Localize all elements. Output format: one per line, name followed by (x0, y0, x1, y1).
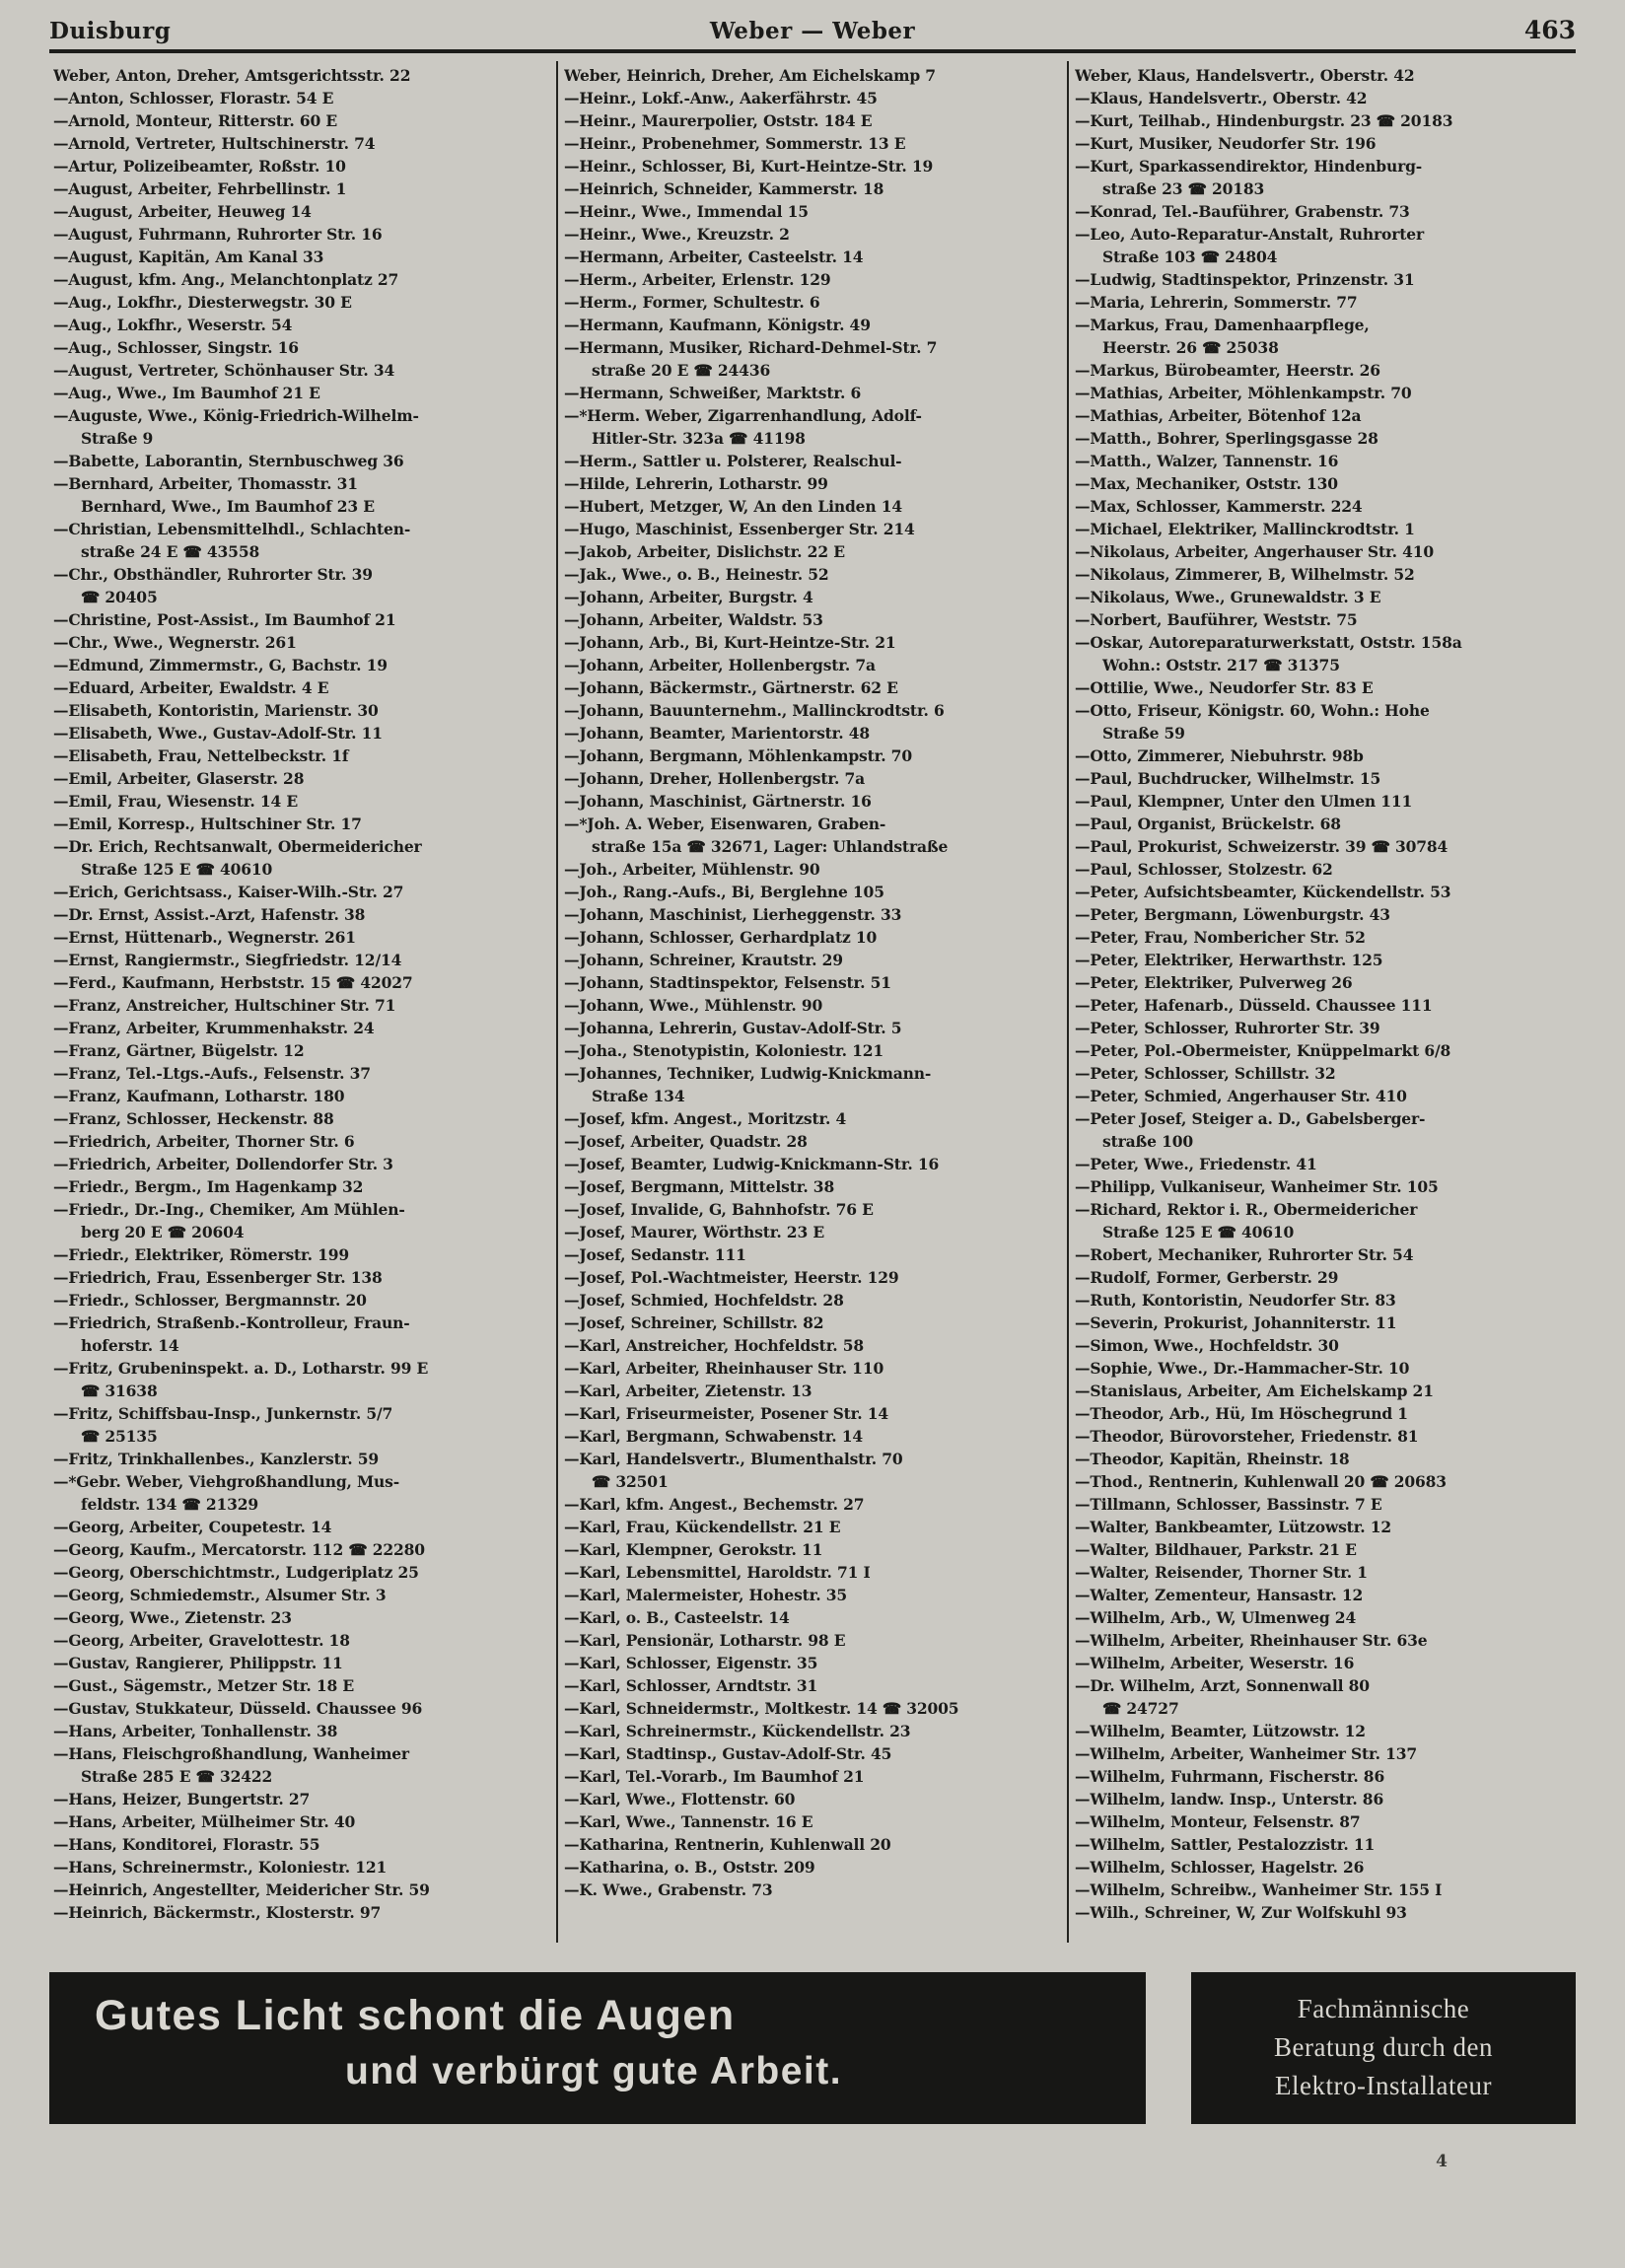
directory-entry: —Karl, Lebensmittel, Haroldstr. 71 I (564, 1563, 871, 1582)
directory-entry: —Wilhelm, Arbeiter, Wanheimer Str. 137 (1075, 1744, 1418, 1763)
directory-entry: —Emil, Frau, Wiesenstr. 14 E (53, 792, 299, 811)
directory-entry: —Otto, Zimmerer, Niebuhrstr. 98b (1075, 746, 1364, 765)
directory-entry: —Johann, Wwe., Mühlenstr. 90 (564, 996, 823, 1015)
directory-entry: —Georg, Arbeiter, Coupetestr. 14 (53, 1518, 332, 1536)
directory-entry: —Dr. Ernst, Assist.-Arzt, Hafenstr. 38 (53, 905, 366, 924)
directory-entry: —Heinr., Schlosser, Bi, Kurt-Heintze-Str. 19 (564, 157, 934, 176)
directory-entry: —Wilhelm, landw. Insp., Unterstr. 86 (1075, 1790, 1384, 1808)
directory-entry: Wohn.: Oststr. 217 ☎ 31375 (1102, 656, 1340, 674)
directory-entry: —Simon, Wwe., Hochfeldstr. 30 (1075, 1336, 1339, 1355)
directory-entry: —Franz, Arbeiter, Krummenhakstr. 24 (53, 1019, 375, 1037)
directory-entry: —Hermann, Arbeiter, Casteelstr. 14 (564, 248, 864, 266)
directory-entry: —Josef, kfm. Angest., Moritzstr. 4 (564, 1109, 847, 1128)
directory-entry: —Paul, Buchdrucker, Wilhelmstr. 15 (1075, 769, 1381, 788)
directory-entry: —Heinrich, Schneider, Kammerstr. 18 (564, 179, 884, 198)
directory-entry: —August, Vertreter, Schönhauser Str. 34 (53, 361, 395, 380)
directory-entry: —Johann, Stadtinspektor, Felsenstr. 51 (564, 973, 891, 992)
directory-entry: —Heinr., Probenehmer, Sommerstr. 13 E (564, 134, 906, 153)
directory-entry: —Babette, Laborantin, Sternbuschweg 36 (53, 452, 404, 470)
directory-entry: —Wilhelm, Arbeiter, Rheinhauser Str. 63e (1075, 1631, 1428, 1650)
directory-entry: Weber, Heinrich, Dreher, Am Eichelskamp 7 (564, 66, 936, 85)
directory-entry: —Ruth, Kontoristin, Neudorfer Str. 83 (1075, 1291, 1396, 1310)
directory-entry: —Hubert, Metzger, W, An den Linden 14 (564, 497, 903, 516)
directory-entry: —Elisabeth, Frau, Nettelbeckstr. 1f (53, 746, 349, 765)
directory-entry: —Herm., Arbeiter, Erlenstr. 129 (564, 270, 831, 289)
directory-entry: —Karl, Arbeiter, Zietenstr. 13 (564, 1382, 812, 1400)
directory-entry: —Peter, Hafenarb., Düsseld. Chaussee 111 (1075, 996, 1433, 1015)
directory-entry: Straße 125 E ☎ 40610 (1102, 1223, 1295, 1241)
directory-entry: —Dr. Wilhelm, Arzt, Sonnenwall 80 (1075, 1676, 1370, 1695)
column-1 (49, 61, 554, 1943)
directory-entry: —Emil, Korresp., Hultschiner Str. 17 (53, 815, 362, 833)
directory-entry: —Johann, Arbeiter, Burgstr. 4 (564, 588, 813, 606)
directory-entry: —Johann, Schlosser, Gerhardplatz 10 (564, 928, 878, 947)
directory-entry: —Johann, Bergmann, Möhlenkampstr. 70 (564, 746, 912, 765)
directory-entry: —Joh., Rang.-Aufs., Bi, Berglehne 105 (564, 883, 884, 901)
directory-entry: Heerstr. 26 ☎ 25038 (1102, 338, 1279, 357)
directory-entry: —Eduard, Arbeiter, Ewaldstr. 4 E (53, 678, 329, 697)
page-number: 463 (1523, 16, 1576, 44)
directory-entry: —Josef, Beamter, Ludwig-Knickmann-Str. 16 (564, 1155, 940, 1173)
directory-entry: —Karl, Handelsvertr., Blumenthalstr. 70 (564, 1450, 903, 1468)
directory-entry: —Heinr., Maurerpolier, Oststr. 184 E (564, 111, 873, 130)
directory-entry: —Peter, Schmied, Angerhauser Str. 410 (1075, 1087, 1407, 1105)
page-header (49, 16, 1576, 44)
directory-entry: —*Joh. A. Weber, Eisenwaren, Graben- (564, 815, 886, 833)
directory-entry: —Karl, Arbeiter, Rheinhauser Str. 110 (564, 1359, 884, 1378)
directory-entry: —Wilhelm, Beamter, Lützowstr. 12 (1075, 1722, 1366, 1740)
directory-entry: —Paul, Klempner, Unter den Ulmen 111 (1075, 792, 1413, 811)
directory-entry: —Tillmann, Schlosser, Bassinstr. 7 E (1075, 1495, 1382, 1514)
directory-entry: —Friedrich, Arbeiter, Dollendorfer Str. 3 (53, 1155, 393, 1173)
directory-entry: —Christian, Lebensmittelhdl., Schlachten- (53, 520, 411, 538)
directory-entry: —Max, Schlosser, Kammerstr. 224 (1075, 497, 1363, 516)
directory-entry: —Georg, Wwe., Zietenstr. 23 (53, 1608, 292, 1627)
directory-entry: —Christine, Post-Assist., Im Baumhof 21 (53, 610, 396, 629)
directory-entry: —Ottilie, Wwe., Neudorfer Str. 83 E (1075, 678, 1374, 697)
directory-entry: —Mathias, Arbeiter, Bötenhof 12a (1075, 406, 1362, 425)
directory-entry: —Franz, Schlosser, Heckenstr. 88 (53, 1109, 334, 1128)
directory-entry: —Severin, Prokurist, Johanniterstr. 11 (1075, 1313, 1397, 1332)
directory-entry: —Johann, Bäckermstr., Gärtnerstr. 62 E (564, 678, 898, 697)
directory-entry: —Peter, Aufsichtsbeamter, Kückendellstr. 53 (1075, 883, 1451, 901)
directory-entry: —Markus, Frau, Damenhaarpflege, (1075, 316, 1370, 334)
directory-entry: —Josef, Pol.-Wachtmeister, Heerstr. 129 (564, 1268, 899, 1287)
directory-entry: —Hans, Arbeiter, Mülheimer Str. 40 (53, 1812, 356, 1831)
directory-entry: —Heinrich, Bäckermstr., Klosterstr. 97 (53, 1903, 382, 1922)
directory-entry: —Hermann, Musiker, Richard-Dehmel-Str. 7 (564, 338, 938, 357)
directory-entry: —Emil, Arbeiter, Glaserstr. 28 (53, 769, 305, 788)
directory-entry: ☎ 25135 (81, 1427, 158, 1446)
directory-entry: Bernhard, Wwe., Im Baumhof 23 E (81, 497, 375, 516)
directory-entry: —Aug., Lokfhr., Weserstr. 54 (53, 316, 293, 334)
directory-entry: —Franz, Kaufmann, Lotharstr. 180 (53, 1087, 345, 1105)
directory-entry: —Paul, Organist, Brückelstr. 68 (1075, 815, 1341, 833)
directory-entry: Straße 125 E ☎ 40610 (81, 860, 273, 879)
directory-entry: —Aug., Wwe., Im Baumhof 21 E (53, 384, 320, 402)
directory-entry: —Johann, Bauunternehm., Mallinckrodtstr. 6 (564, 701, 945, 720)
ad-headline: Gutes Licht schont die Augen (95, 1992, 736, 2039)
directory-entry: —Karl, Bergmann, Schwabenstr. 14 (564, 1427, 864, 1446)
directory-entry: —Auguste, Wwe., König-Friedrich-Wilhelm- (53, 406, 419, 425)
directory-entry: —Johann, Arb., Bi, Kurt-Heintze-Str. 21 (564, 633, 896, 652)
directory-entry: —Josef, Arbeiter, Quadstr. 28 (564, 1132, 808, 1151)
directory-entry: —Johann, Beamter, Marientorstr. 48 (564, 724, 871, 743)
directory-entry: —Josef, Sedanstr. 111 (564, 1245, 746, 1264)
directory-entry: —Peter Josef, Steiger a. D., Gabelsberger- (1075, 1109, 1426, 1128)
directory-entry: —Johann, Maschinist, Lierheggenstr. 33 (564, 905, 902, 924)
column-divider-2 (1067, 61, 1069, 1943)
directory-entry: —Artur, Polizeibeamter, Roßstr. 10 (53, 157, 346, 176)
directory-entry: straße 24 E ☎ 43558 (81, 542, 260, 561)
directory-entry: —Kurt, Sparkassendirektor, Hindenburg- (1075, 157, 1423, 176)
directory-entry: —Mathias, Arbeiter, Möhlenkampstr. 70 (1075, 384, 1412, 402)
directory-entry: —Franz, Gärtner, Bügelstr. 12 (53, 1041, 305, 1060)
directory-entry: —Hans, Fleischgroßhandlung, Wanheimer (53, 1744, 409, 1763)
directory-entry: —Franz, Anstreicher, Hultschiner Str. 71 (53, 996, 396, 1015)
directory-entry: —Fritz, Schiffsbau-Insp., Junkernstr. 5/7 (53, 1404, 393, 1423)
directory-entry: —Johann, Arbeiter, Hollenbergstr. 7a (564, 656, 876, 674)
directory-entry: —Klaus, Handelsvertr., Oberstr. 42 (1075, 89, 1368, 107)
directory-entry: Weber, Klaus, Handelsvertr., Oberstr. 42 (1075, 66, 1415, 85)
directory-entry: —*Herm. Weber, Zigarrenhandlung, Adolf- (564, 406, 922, 425)
directory-entry: —Walter, Zementeur, Hansastr. 12 (1075, 1586, 1364, 1604)
directory-entry: —Elisabeth, Kontoristin, Marienstr. 30 (53, 701, 379, 720)
directory-entry: —Theodor, Arb., Hü, Im Höschegrund 1 (1075, 1404, 1408, 1423)
directory-entry: —Peter, Bergmann, Löwenburgstr. 43 (1075, 905, 1390, 924)
directory-entry: —Ludwig, Stadtinspektor, Prinzenstr. 31 (1075, 270, 1415, 289)
directory-entry: —Hans, Heizer, Bungertstr. 27 (53, 1790, 311, 1808)
directory-entry: —Otto, Friseur, Königstr. 60, Wohn.: Hohe (1075, 701, 1430, 720)
directory-entry: —Ernst, Hüttenarb., Wegnerstr. 261 (53, 928, 356, 947)
directory-entry: —August, Kapitän, Am Kanal 33 (53, 248, 324, 266)
directory-entry: —Nikolaus, Zimmerer, B, Wilhelmstr. 52 (1075, 565, 1415, 584)
directory-entry: —Paul, Schlosser, Stolzestr. 62 (1075, 860, 1333, 879)
directory-entry: —Katharina, o. B., Oststr. 209 (564, 1858, 815, 1877)
directory-entry: —Friedr., Dr.-Ing., Chemiker, Am Mühlen- (53, 1200, 405, 1219)
directory-entry: —Heinr., Lokf.-Anw., Aakerfährstr. 45 (564, 89, 878, 107)
directory-entry: —Friedrich, Arbeiter, Thorner Str. 6 (53, 1132, 355, 1151)
header-name-range: Weber — Weber (709, 18, 916, 44)
directory-entry: —Markus, Bürobeamter, Heerstr. 26 (1075, 361, 1380, 380)
directory-entry: —Theodor, Kapitän, Rheinstr. 18 (1075, 1450, 1350, 1468)
directory-entry: —Josef, Bergmann, Mittelstr. 38 (564, 1177, 835, 1196)
directory-entry: —Chr., Obsthändler, Ruhrorter Str. 39 (53, 565, 373, 584)
directory-entry: —Karl, Frau, Kückendellstr. 21 E (564, 1518, 841, 1536)
directory-entry: —Karl, Malermeister, Hohestr. 35 (564, 1586, 848, 1604)
directory-entry: —Aug., Lokfhr., Diesterwegstr. 30 E (53, 293, 352, 312)
directory-entry: —Hermann, Schweißer, Marktstr. 6 (564, 384, 862, 402)
ad-side-line: Elektro-Installateur (1275, 2071, 1492, 2100)
directory-entry: Straße 59 (1102, 724, 1185, 743)
directory-entry: —Hilde, Lehrerin, Lotharstr. 99 (564, 474, 828, 493)
directory-entry: —Walter, Reisender, Thorner Str. 1 (1075, 1563, 1368, 1582)
directory-entry: hoferstr. 14 (81, 1336, 179, 1355)
advertisement-side (1191, 1972, 1576, 2124)
directory-entry: —Peter, Wwe., Friedenstr. 41 (1075, 1155, 1317, 1173)
directory-entry: —Peter, Frau, Nombericher Str. 52 (1075, 928, 1366, 947)
column-divider-1 (556, 61, 558, 1943)
directory-entry: —Georg, Oberschichtmstr., Ludgeriplatz 25 (53, 1563, 419, 1582)
directory-entry: —Rudolf, Former, Gerberstr. 29 (1075, 1268, 1339, 1287)
directory-entry: —Georg, Arbeiter, Gravelottestr. 18 (53, 1631, 350, 1650)
directory-entry: —Friedrich, Straßenb.-Kontrolleur, Fraun- (53, 1313, 410, 1332)
directory-entry: —Peter, Schlosser, Schillstr. 32 (1075, 1064, 1336, 1083)
directory-entry: —August, Arbeiter, Fehrbellinstr. 1 (53, 179, 347, 198)
directory-entry: —Karl, Schreinermstr., Kückendellstr. 23 (564, 1722, 911, 1740)
directory-entry: —Bernhard, Arbeiter, Thomasstr. 31 (53, 474, 358, 493)
directory-entry: —August, Arbeiter, Heuweg 14 (53, 202, 312, 221)
directory-entry: —Josef, Maurer, Wörthstr. 23 E (564, 1223, 824, 1241)
directory-entry: —Ernst, Rangiermstr., Siegfriedstr. 12/14 (53, 951, 402, 969)
directory-entry: —Stanislaus, Arbeiter, Am Eichelskamp 21 (1075, 1382, 1434, 1400)
directory-entry: —Johann, Dreher, Hollenbergstr. 7a (564, 769, 865, 788)
directory-entry: —Wilhelm, Schlosser, Hagelstr. 26 (1075, 1858, 1365, 1877)
header-city: Duisburg (49, 18, 172, 44)
directory-entry: ☎ 20405 (81, 588, 158, 606)
directory-entry: —Karl, Klempner, Gerokstr. 11 (564, 1540, 823, 1559)
directory-entry: —Elisabeth, Wwe., Gustav-Adolf-Str. 11 (53, 724, 383, 743)
directory-entry: —Karl, Wwe., Flottenstr. 60 (564, 1790, 796, 1808)
directory-entry: —Karl, Schlosser, Arndtstr. 31 (564, 1676, 818, 1695)
ad-side-line: Fachmännische (1297, 1994, 1470, 2023)
directory-entry: —Michael, Elektriker, Mallinckrodtstr. 1 (1075, 520, 1415, 538)
directory-entry: —Peter, Elektriker, Herwarthstr. 125 (1075, 951, 1383, 969)
directory-entry: ☎ 32501 (592, 1472, 669, 1491)
directory-entry: —Peter, Pol.-Obermeister, Knüppelmarkt 6/8 (1075, 1041, 1451, 1060)
directory-entry: —Karl, Friseurmeister, Posener Str. 14 (564, 1404, 889, 1423)
advertisement-row (49, 1972, 1576, 2124)
directory-entry: —Peter, Schlosser, Ruhrorter Str. 39 (1075, 1019, 1380, 1037)
directory-entry: —Jak., Wwe., o. B., Heinestr. 52 (564, 565, 829, 584)
directory-entry: —Wilhelm, Arbeiter, Weserstr. 16 (1075, 1654, 1355, 1672)
directory-entry: ☎ 24727 (1102, 1699, 1179, 1718)
directory-entry: straße 23 ☎ 20183 (1102, 179, 1265, 198)
directory-entry: —Richard, Rektor i. R., Obermeidericher (1075, 1200, 1418, 1219)
directory-entry: —Hans, Arbeiter, Tonhallenstr. 38 (53, 1722, 338, 1740)
directory-entry: —Philipp, Vulkaniseur, Wanheimer Str. 105 (1075, 1177, 1439, 1196)
directory-entry: —Gust., Sägemstr., Metzer Str. 18 E (53, 1676, 355, 1695)
directory-entry: —Karl, kfm. Angest., Bechemstr. 27 (564, 1495, 865, 1514)
directory-entry: —Johann, Arbeiter, Waldstr. 53 (564, 610, 823, 629)
directory-entry: —Karl, Anstreicher, Hochfeldstr. 58 (564, 1336, 865, 1355)
directory-entry: —August, Fuhrmann, Ruhrorter Str. 16 (53, 225, 383, 244)
directory-entry: —Arnold, Monteur, Ritterstr. 60 E (53, 111, 338, 130)
directory-entry: —Friedr., Bergm., Im Hagenkamp 32 (53, 1177, 364, 1196)
directory-entry: Hitler-Str. 323a ☎ 41198 (592, 429, 806, 448)
directory-entry: —Anton, Schlosser, Florastr. 54 E (53, 89, 334, 107)
directory-entry: feldstr. 134 ☎ 21329 (81, 1495, 259, 1514)
directory-entry: —Leo, Auto-Reparatur-Anstalt, Ruhrorter (1075, 225, 1424, 244)
directory-entry: —Jakob, Arbeiter, Dislichstr. 22 E (564, 542, 845, 561)
directory-entry: —Arnold, Vertreter, Hultschinerstr. 74 (53, 134, 376, 153)
directory-entry: —Friedr., Elektriker, Römerstr. 199 (53, 1245, 350, 1264)
directory-entry: —Erich, Gerichtsass., Kaiser-Wilh.-Str. 27 (53, 883, 404, 901)
printers-mark: 4 (1436, 2152, 1448, 2171)
column-2 (560, 61, 1065, 1943)
directory-entry: —Josef, Schreiner, Schillstr. 82 (564, 1313, 824, 1332)
directory-entry: —Herm., Former, Schultestr. 6 (564, 293, 820, 312)
directory-entry: —Fritz, Trinkhallenbes., Kanzlerstr. 59 (53, 1450, 379, 1468)
directory-entry: —Johann, Schreiner, Krautstr. 29 (564, 951, 843, 969)
directory-entry: —Ferd., Kaufmann, Herbststr. 15 ☎ 42027 (53, 973, 413, 992)
directory-entry: —Joha., Stenotypistin, Koloniestr. 121 (564, 1041, 884, 1060)
directory-entry: Straße 9 (81, 429, 154, 448)
directory-entry: —Aug., Schlosser, Singstr. 16 (53, 338, 299, 357)
directory-entry: —Karl, o. B., Casteelstr. 14 (564, 1608, 790, 1627)
directory-entry: —Karl, Wwe., Tannenstr. 16 E (564, 1812, 813, 1831)
directory-entry: —Josef, Schmied, Hochfeldstr. 28 (564, 1291, 844, 1310)
directory-entry: —Konrad, Tel.-Bauführer, Grabenstr. 73 (1075, 202, 1410, 221)
directory-entry: —Hugo, Maschinist, Essenberger Str. 214 (564, 520, 915, 538)
directory-entry: —Chr., Wwe., Wegnerstr. 261 (53, 633, 297, 652)
column-3 (1071, 61, 1576, 1943)
directory-entry: —Sophie, Wwe., Dr.-Hammacher-Str. 10 (1075, 1359, 1410, 1378)
directory-entry: straße 100 (1102, 1132, 1193, 1151)
directory-entry: —Joh., Arbeiter, Mühlenstr. 90 (564, 860, 820, 879)
ad-side-line: Beratung durch den (1274, 2032, 1493, 2062)
directory-entry: —K. Wwe., Grabenstr. 73 (564, 1880, 773, 1899)
directory-entry: Straße 103 ☎ 24804 (1102, 248, 1278, 266)
directory-entry: —Wilhelm, Fuhrmann, Fischerstr. 86 (1075, 1767, 1385, 1786)
directory-entry: —Dr. Erich, Rechtsanwalt, Obermeidericher (53, 837, 422, 856)
directory-entry: —Theodor, Bürovorsteher, Friedenstr. 81 (1075, 1427, 1419, 1446)
directory-entry: —August, kfm. Ang., Melanchtonplatz 27 (53, 270, 399, 289)
directory-entry: —Edmund, Zimmermstr., G, Bachstr. 19 (53, 656, 388, 674)
advertisement-main (49, 1972, 1146, 2124)
directory-entry: —Karl, Pensionär, Lotharstr. 98 E (564, 1631, 846, 1650)
directory-entry: —Wilhelm, Monteur, Felsenstr. 87 (1075, 1812, 1361, 1831)
directory-entry: Straße 285 E ☎ 32422 (81, 1767, 273, 1786)
directory-entry: —Heinrich, Angestellter, Meidericher Str. 59 (53, 1880, 430, 1899)
directory-entry: —*Gebr. Weber, Viehgroßhandlung, Mus- (53, 1472, 400, 1491)
directory-entry: —Robert, Mechaniker, Ruhrorter Str. 54 (1075, 1245, 1414, 1264)
directory-entry: —Herm., Sattler u. Polsterer, Realschul- (564, 452, 902, 470)
directory-entry: —Friedrich, Frau, Essenberger Str. 138 (53, 1268, 383, 1287)
directory-entry: —Karl, Stadtinsp., Gustav-Adolf-Str. 45 (564, 1744, 892, 1763)
directory-entry: —Norbert, Bauführer, Weststr. 75 (1075, 610, 1358, 629)
directory-entry: —Friedr., Schlosser, Bergmannstr. 20 (53, 1291, 367, 1310)
directory-entry: —Heinr., Wwe., Kreuzstr. 2 (564, 225, 790, 244)
directory-entry: Straße 134 (592, 1087, 685, 1105)
directory-entry: —Kurt, Teilhab., Hindenburgstr. 23 ☎ 20183 (1075, 111, 1453, 130)
directory-entry: —Thod., Rentnerin, Kuhlenwall 20 ☎ 20683 (1075, 1472, 1447, 1491)
directory-entry: —Oskar, Autoreparaturwerkstatt, Oststr. 158a (1075, 633, 1462, 652)
directory-entry: —Fritz, Grubeninspekt. a. D., Lotharstr. 99 E (53, 1359, 429, 1378)
directory-entry: —Georg, Kaufm., Mercatorstr. 112 ☎ 22280 (53, 1540, 425, 1559)
directory-entry: —Gustav, Stukkateur, Düsseld. Chaussee 96 (53, 1699, 423, 1718)
header-rule (49, 49, 1576, 53)
directory-entry: —Kurt, Musiker, Neudorfer Str. 196 (1075, 134, 1377, 153)
directory-entry: —Franz, Tel.-Ltgs.-Aufs., Felsenstr. 37 (53, 1064, 371, 1083)
directory-entry: berg 20 E ☎ 20604 (81, 1223, 245, 1241)
directory-entry: —Paul, Prokurist, Schweizerstr. 39 ☎ 30784 (1075, 837, 1448, 856)
directory-entry: —Johanna, Lehrerin, Gustav-Adolf-Str. 5 (564, 1019, 902, 1037)
directory-entry: —Johann, Maschinist, Gärtnerstr. 16 (564, 792, 872, 811)
directory-entry: —Walter, Bildhauer, Parkstr. 21 E (1075, 1540, 1357, 1559)
directory-entry: —Wilh., Schreiner, W, Zur Wolfskuhl 93 (1075, 1903, 1407, 1922)
directory-columns (49, 61, 1576, 1943)
directory-entry: —Gustav, Rangierer, Philippstr. 11 (53, 1654, 343, 1672)
directory-entry: —Wilhelm, Sattler, Pestalozzistr. 11 (1075, 1835, 1376, 1854)
directory-entry: —Wilhelm, Arb., W, Ulmenweg 24 (1075, 1608, 1357, 1627)
ad-subline: und verbürgt gute Arbeit. (345, 2050, 843, 2092)
directory-entry: straße 20 E ☎ 24436 (592, 361, 771, 380)
directory-entry: —Heinr., Wwe., Immendal 15 (564, 202, 809, 221)
directory-entry: —Karl, Schneidermstr., Moltkestr. 14 ☎ 32005 (564, 1699, 959, 1718)
directory-entry: —Matth., Bohrer, Sperlingsgasse 28 (1075, 429, 1378, 448)
directory-entry: ☎ 31638 (81, 1382, 158, 1400)
directory-entry: —Peter, Elektriker, Pulverweg 26 (1075, 973, 1353, 992)
directory-entry: —Matth., Walzer, Tannenstr. 16 (1075, 452, 1339, 470)
directory-entry: —Katharina, Rentnerin, Kuhlenwall 20 (564, 1835, 891, 1854)
directory-entry: —Max, Mechaniker, Oststr. 130 (1075, 474, 1338, 493)
directory-entry: —Johannes, Techniker, Ludwig-Knickmann- (564, 1064, 932, 1083)
directory-entry: —Wilhelm, Schreibw., Wanheimer Str. 155 I (1075, 1880, 1443, 1899)
directory-entry: —Nikolaus, Arbeiter, Angerhauser Str. 410 (1075, 542, 1434, 561)
directory-entry: —Georg, Schmiedemstr., Alsumer Str. 3 (53, 1586, 387, 1604)
directory-entry: —Hans, Konditorei, Florastr. 55 (53, 1835, 320, 1854)
directory-entry: —Nikolaus, Wwe., Grunewaldstr. 3 E (1075, 588, 1381, 606)
directory-entry: —Karl, Tel.-Vorarb., Im Baumhof 21 (564, 1767, 865, 1786)
directory-entry: straße 15a ☎ 32671, Lager: Uhlandstraße (592, 837, 949, 856)
directory-entry: —Maria, Lehrerin, Sommerstr. 77 (1075, 293, 1358, 312)
directory-entry: —Walter, Bankbeamter, Lützowstr. 12 (1075, 1518, 1392, 1536)
directory-entry: Weber, Anton, Dreher, Amtsgerichtsstr. 22 (53, 66, 411, 85)
directory-entry: —Josef, Invalide, G, Bahnhofstr. 76 E (564, 1200, 874, 1219)
directory-entry: —Karl, Schlosser, Eigenstr. 35 (564, 1654, 818, 1672)
directory-entry: —Hermann, Kaufmann, Königstr. 49 (564, 316, 871, 334)
directory-entry: —Hans, Schreinermstr., Koloniestr. 121 (53, 1858, 388, 1877)
